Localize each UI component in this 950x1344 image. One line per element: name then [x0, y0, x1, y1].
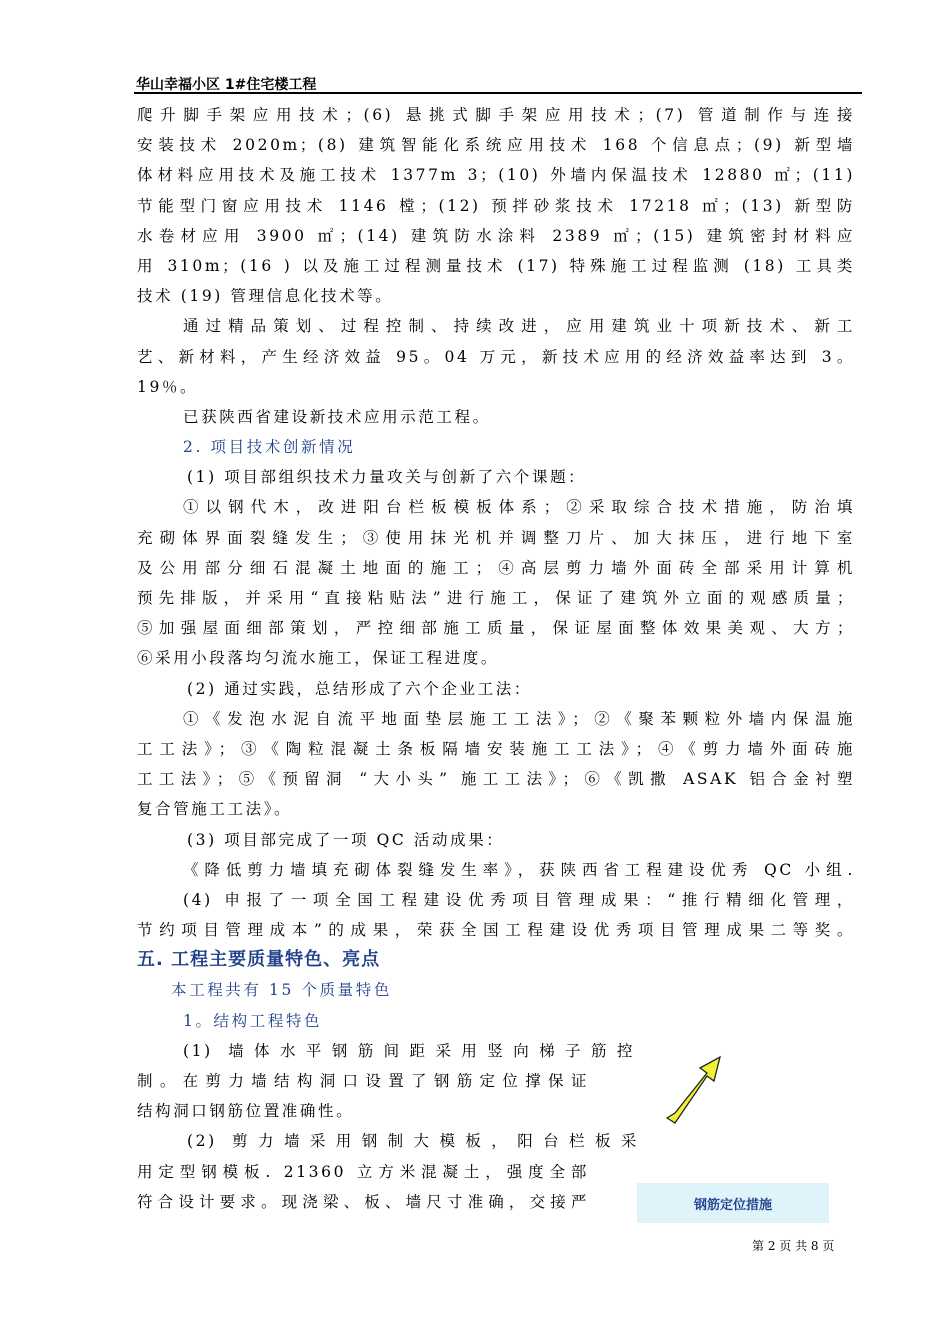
- text-line: 用定型钢模板. 21360 立方米混凝土，强度全部: [137, 1162, 589, 1181]
- text-line: ⑤加强屋面细部策划，严控细部施工质量，保证屋面整体效果美观、大方；: [137, 619, 855, 638]
- text-line: 爬升脚手架应用技术；(6) 悬挑式脚手架应用技术；(7) 管道制作与连接: [137, 106, 855, 124]
- subheading: 1。结构工程特色: [183, 1011, 323, 1030]
- text-line: 工工法》；⑤《预留洞 “大小头” 施工工法》；⑥《凯撒 ASAK 铝合金衬塑: [137, 770, 855, 789]
- text-line: 复合管施工工法》。: [137, 800, 293, 819]
- arrow-icon: [663, 1052, 725, 1124]
- text-line: 水卷材应用 3900 ㎡；(14) 建筑防水涂料 2389 ㎡；(15) 建筑密封材料应: [137, 226, 855, 245]
- text-line: 艺、新材料，产生经济效益 95。04 万元，新技术应用的经济效益率达到 3。: [137, 347, 855, 366]
- text-line: 节约项目管理成本”的成果，荣获全国工程建设优秀项目管理成果二等奖。: [137, 921, 855, 940]
- text-line: 结构洞口钢筋位置准确性。: [137, 1102, 355, 1121]
- text-line: 用 310m；(16 ) 以及施工过程测量技术 (17) 特殊施工过程监测 (18) 工具类: [137, 256, 855, 275]
- text-line: (4) 申报了一项全国工程建设优秀项目管理成果：“推行精细化管理，: [183, 890, 855, 909]
- header-title: 华山幸福小区 1#住宅楼工程: [136, 77, 317, 93]
- text-line: ⑥采用小段落均匀流水施工，保证工程进度。: [137, 649, 500, 668]
- subheading: 2. 项目技术创新情况: [183, 438, 356, 457]
- text-line: (2) 通过实践，总结形成了六个企业工法：: [187, 679, 532, 698]
- text-line: (1) 墙体水平钢筋间距采用竖向梯子筋控: [183, 1041, 635, 1060]
- section-heading: 五. 工程主要质量特色、亮点: [137, 949, 381, 971]
- figure-caption: 钢筋定位措施: [637, 1183, 829, 1223]
- text-line: 及公用部分细石混凝土地面的施工；④高层剪力墙外面砖全部采用计算机: [137, 558, 855, 577]
- text-line: (2) 剪力墙采用钢制大模板，阳台栏板采: [187, 1132, 639, 1151]
- subheading: 本工程共有 15 个质量特色: [171, 981, 392, 1000]
- text-line: 充砌体界面裂缝发生；③使用抹光机并调整刀片、加大抹压，进行地下室: [137, 528, 855, 547]
- text-line: 通过精品策划、过程控制、持续改进，应用建筑业十项新技术、新工: [183, 317, 855, 336]
- text-line: 安装技术 2020m；(8) 建筑智能化系统应用技术 168 个信息点；(9) 新型墙: [137, 136, 855, 155]
- text-line: ①《发泡水泥自流平地面垫层施工工法》；②《聚苯颗粒外墙内保温施: [183, 709, 855, 728]
- text-line: ①以钢代木，改进阳台栏板模板体系；②采取综合技术措施，防治填: [183, 498, 855, 517]
- text-line: 已获陕西省建设新技术应用示范工程。: [183, 407, 491, 426]
- text-line: 符合设计要求。现浇梁、板、墙尺寸准确，交接严: [137, 1192, 589, 1211]
- text-line: 19％。: [137, 377, 199, 396]
- text-line: 预先排版，并采用“直接粘贴法”进行施工，保证了建筑外立面的观感质量；: [137, 589, 855, 607]
- page-number: 第 2 页 共 8 页: [752, 1239, 835, 1253]
- text-line: 工工法》；③《陶粒混凝土条板隔墙安装施工工法》；④《剪力墙外面砖施: [137, 739, 855, 758]
- body-text: [137, 100, 855, 1217]
- text-line: (3) 项目部完成了一项 QC 活动成果：: [187, 830, 505, 849]
- text-line: 体材料应用技术及施工技术 1377m 3；(10) 外墙内保温技术 12880 ㎡；(11): [137, 166, 855, 185]
- text-line: 《降低剪力墙填充砌体裂缝发生率》，获陕西省工程建设优秀 QC 小组.: [183, 860, 855, 879]
- text-line: (1) 项目部组织技术力量攻关与创新了六个课题：: [187, 468, 587, 487]
- text-line: 技术 (19) 管理信息化技术等。: [137, 287, 394, 306]
- text-line: 制。在剪力墙结构洞口设置了钢筋定位撑保证: [137, 1072, 589, 1090]
- header-rule: [134, 92, 862, 94]
- text-line: 节能型门窗应用技术 1146 樘；(12) 预拌砂浆技术 17218 ㎡；(13) 新型防: [137, 196, 855, 215]
